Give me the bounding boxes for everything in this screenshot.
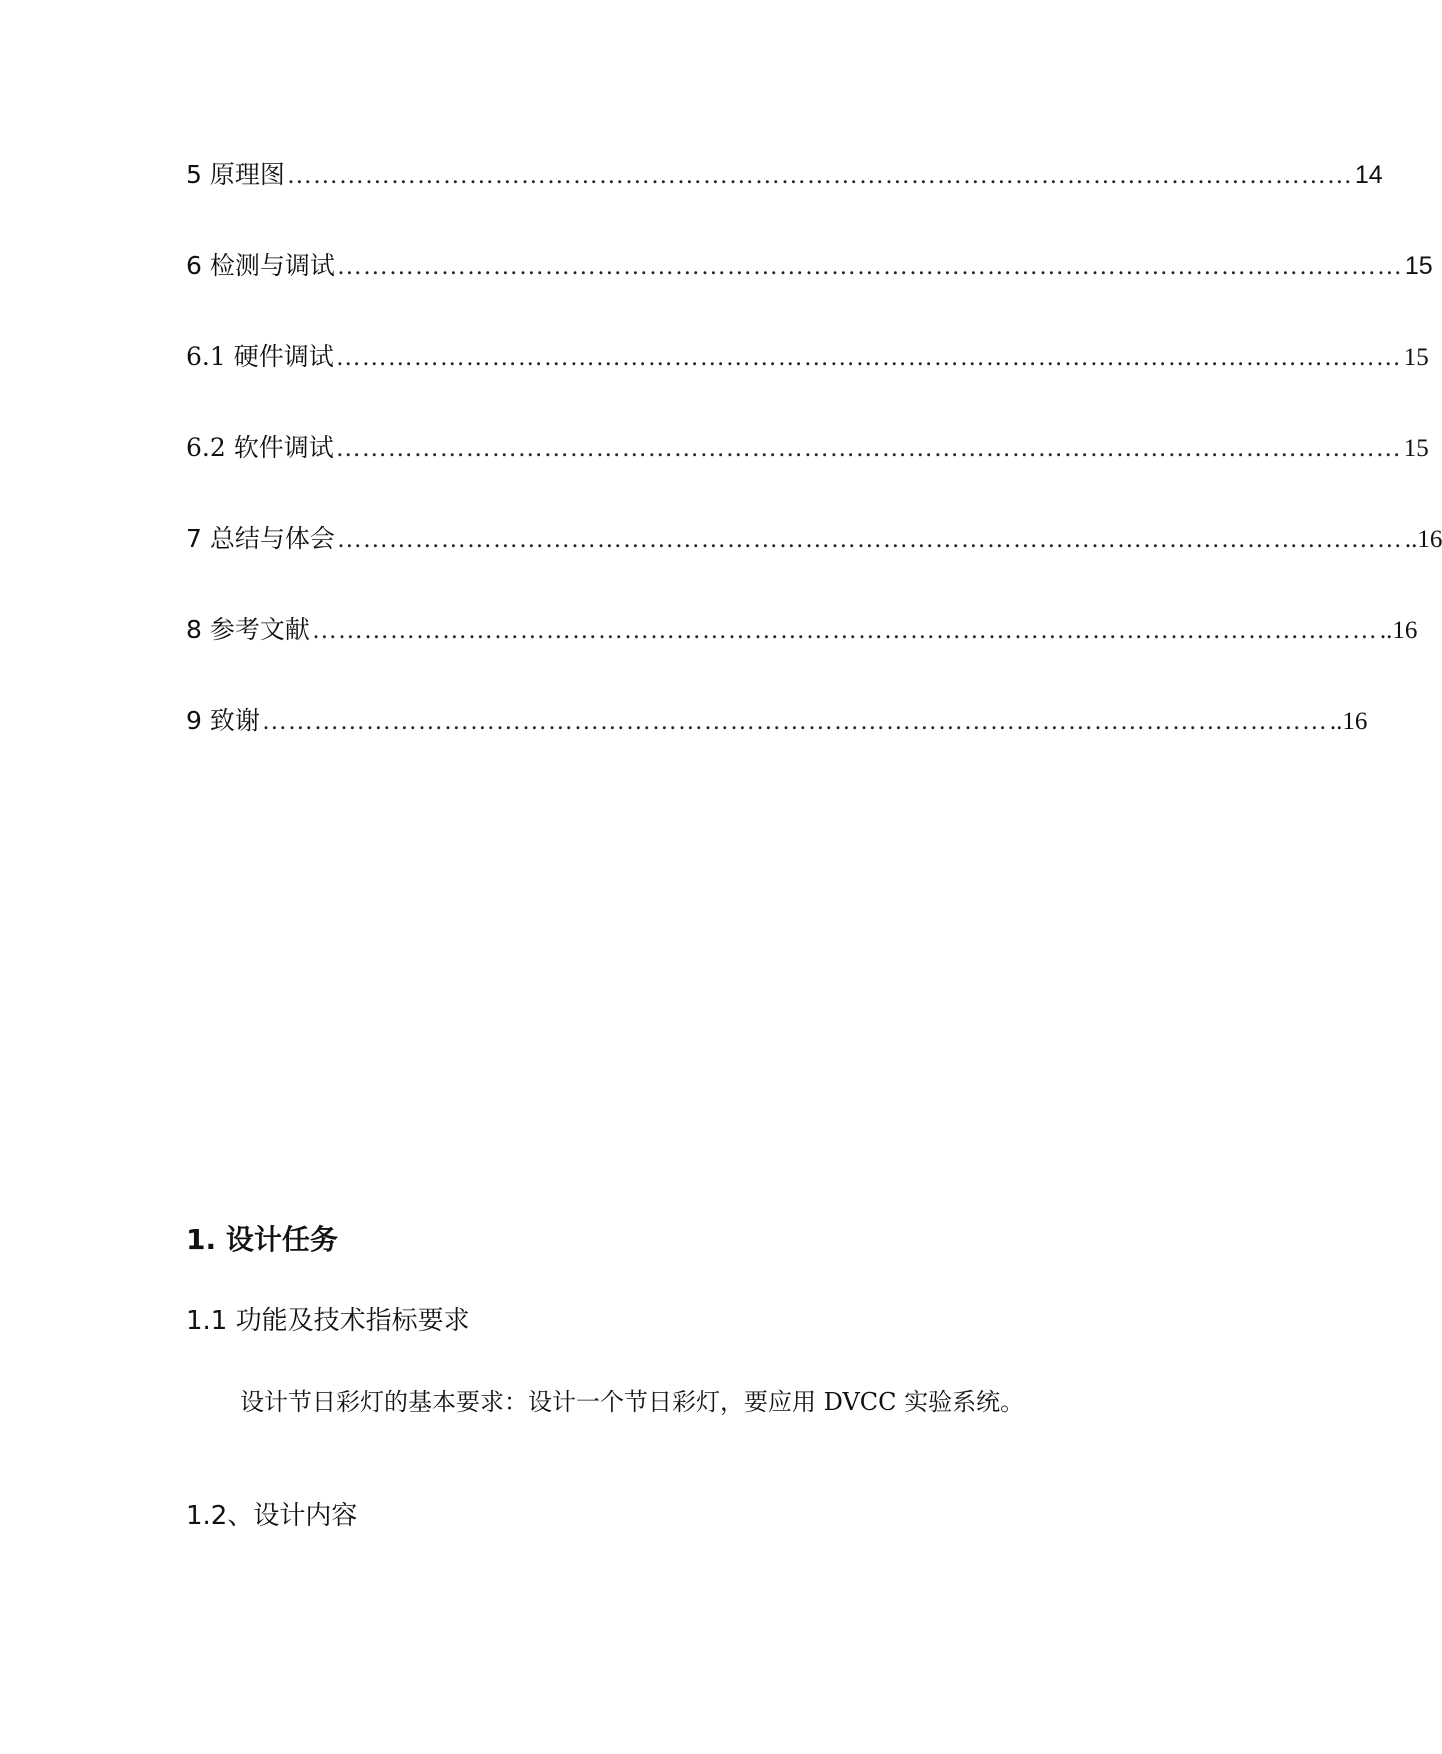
toc-entry[interactable] xyxy=(186,519,1442,559)
toc-entry-title: 6 检测与调试 xyxy=(186,251,335,280)
toc-entry-title: 6.1 硬件调试 xyxy=(186,342,334,371)
toc-entry[interactable] xyxy=(186,428,1429,468)
toc-entry-title: 6.2 软件调试 xyxy=(186,433,334,462)
toc-entry-page: 15 xyxy=(1403,344,1429,371)
toc-entry-page: ..16 xyxy=(1379,617,1418,644)
toc-entry[interactable] xyxy=(186,246,1433,286)
section-heading: 1. 设计任务 xyxy=(186,1223,338,1256)
toc-entry-page: 15 xyxy=(1404,252,1433,280)
toc-leader-dots: …………………………………………………………………………………………………………… xyxy=(286,162,1353,189)
toc-leader-dots: …………………………………………………………………………………………………………… xyxy=(261,708,1328,735)
toc-entry-title: 7 总结与体会 xyxy=(186,524,335,553)
toc-leader-dots: …………………………………………………………………………………………………………… xyxy=(335,435,1402,462)
toc-leader-dots: …………………………………………………………………………………………………………… xyxy=(336,253,1403,280)
toc-entry[interactable] xyxy=(186,337,1429,377)
toc-entry-title: 8 参考文献 xyxy=(186,615,310,644)
toc-entry[interactable] xyxy=(186,610,1418,650)
toc-entry-page: ..16 xyxy=(1404,526,1442,553)
toc-leader-dots: …………………………………………………………………………………………………………… xyxy=(311,617,1378,644)
toc-entry-title: 9 致谢 xyxy=(186,706,260,735)
toc-leader-dots: …………………………………………………………………………………………………………… xyxy=(336,526,1403,553)
toc-entry-page: 14 xyxy=(1354,161,1383,189)
body-paragraph: 设计节日彩灯的基本要求：设计一个节日彩灯，要应用 DVCC 实验系统。 xyxy=(240,1388,1025,1416)
toc-entry-page: ..16 xyxy=(1329,708,1368,735)
subsection-heading: 1.1 功能及技术指标要求 xyxy=(186,1306,470,1336)
subsection-heading: 1.2、设计内容 xyxy=(186,1501,358,1531)
toc-entry-page: 15 xyxy=(1403,435,1429,462)
toc-leader-dots: …………………………………………………………………………………………………………… xyxy=(335,344,1402,371)
toc-entry-title: 5 原理图 xyxy=(186,160,285,189)
toc-entry[interactable] xyxy=(186,701,1368,741)
toc-entry[interactable] xyxy=(186,155,1383,195)
